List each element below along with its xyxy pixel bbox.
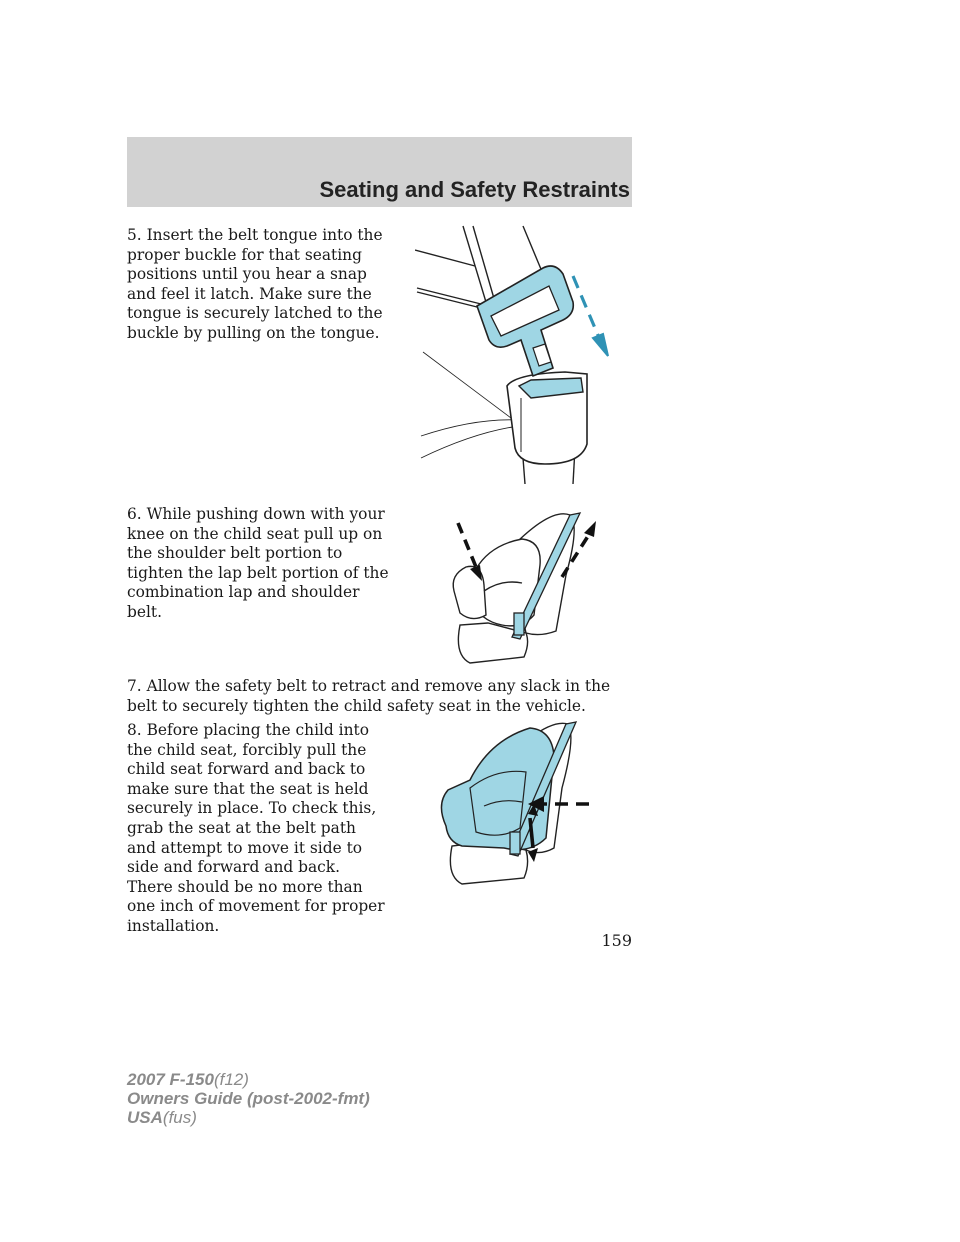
footer-market-code: (fus) xyxy=(162,1108,197,1127)
document-footer xyxy=(127,1070,370,1127)
footer-model-code: (f12) xyxy=(213,1070,249,1089)
step-8-text: 8. Before placing the child into the child seat, forcibly pull the child seat forward and back to make sure that the seat is held securely in place. To check this, grab the seat at the belt path and attempt to move it side to side and forward and back. There should be no more than one inch of movement for proper installation. xyxy=(127,721,385,935)
child-seat-check-illustration xyxy=(430,718,600,886)
section-title: Seating and Safety Restraints xyxy=(319,177,630,202)
page-number: 159 xyxy=(601,931,632,950)
child-seat-tighten-illustration xyxy=(430,505,605,667)
step-5-text: 5. Insert the belt tongue into the proper buckle for that seating positions until you hear a snap and feel it latch. Make sure the tongue is securely latched to the buckle by pulling on the tongue. xyxy=(127,226,383,342)
footer-market: USA xyxy=(127,1108,163,1127)
footer-model: 2007 F-150 xyxy=(127,1070,214,1089)
header-band xyxy=(127,137,632,207)
step-7-text: 7. Allow the safety belt to retract and remove any slack in the belt to securely tighten the child safety seat in the vehicle. xyxy=(127,677,611,715)
footer-guide: Owners Guide (post-2002-fmt) xyxy=(127,1089,370,1108)
belt-buckle-illustration xyxy=(415,222,625,484)
step-6-text: 6. While pushing down with your knee on the child seat pull up on the shoulder belt portion to tighten the lap belt portion of the combination lap and shoulder belt. xyxy=(127,505,389,621)
